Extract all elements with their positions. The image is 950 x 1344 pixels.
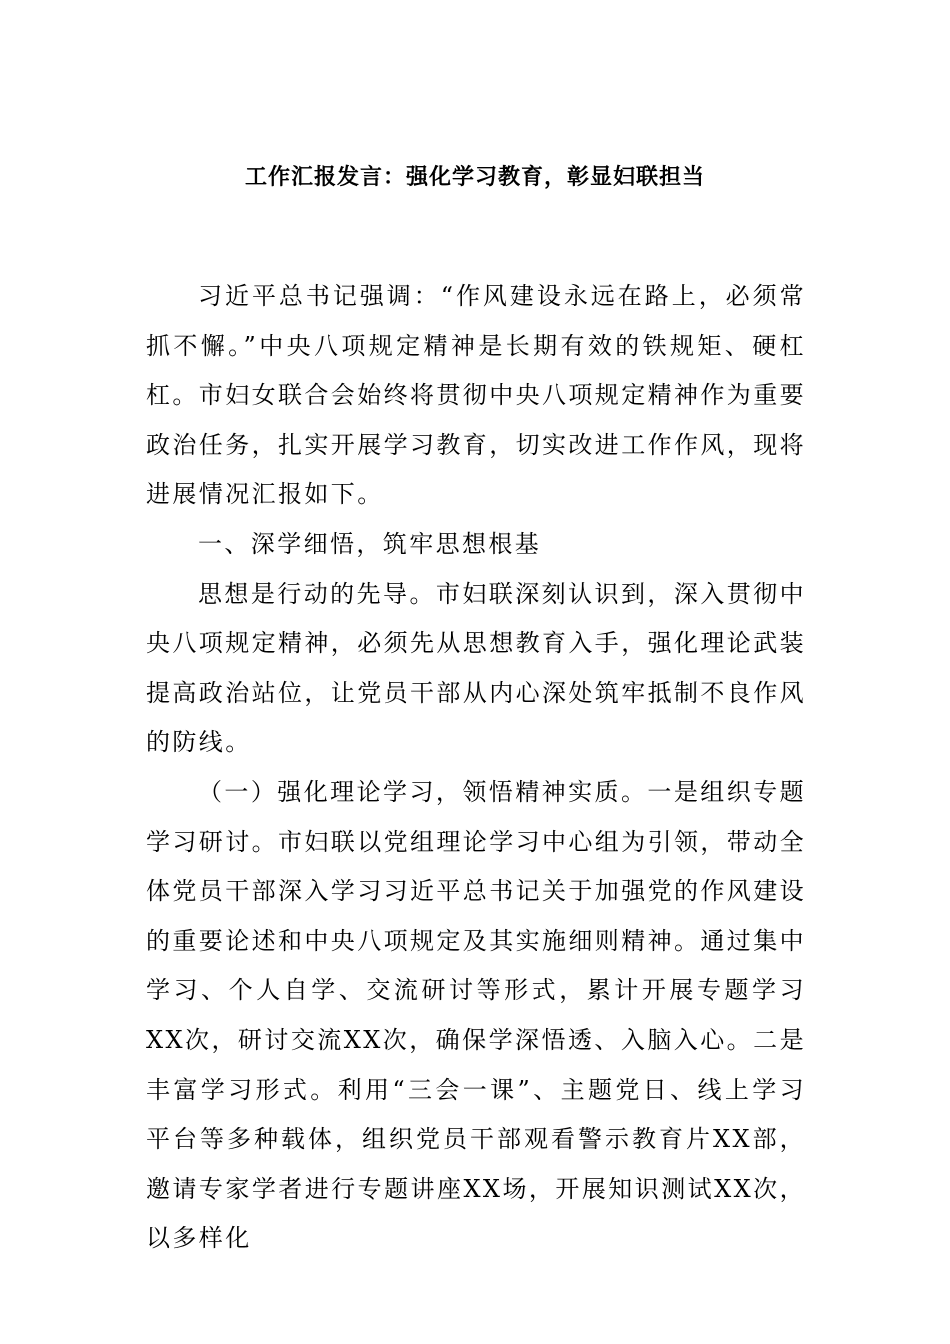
document-title: 工作汇报发言：强化学习教育，彰显妇联担当 [244,165,705,190]
intro-paragraph: 习近平总书记强调：“作风建设永远在路上，必须常抓不懈。”中央八项规定精神是长期有效的铁规矩、硬杠杠。市妇女联合会始终将贯彻中央八项规定精神作为重要政治任务，扎实开展学习教育，切实改进工作作风，现将进展情况汇报如下。 [146,282,806,509]
section-paragraph: 思想是行动的先导。市妇联深刻认识到，深入贯彻中央八项规定精神，必须先从思想教育入手，强化理论武装提高政治站位，让党员干部从内心深处筑牢抵制不良作风的防线。 [146,579,806,757]
document-body [146,272,806,1264]
subsection-paragraph: （一）强化理论学习，领悟精神实质。一是组织专题学习研讨。市妇联以党组理论学习中心组为引领，带动全体党员干部深入学习习近平总书记关于加强党的作风建设的重要论述和中央八项规定及其实施细则精神。通过集中学习、个人自学、交流研讨等形式，累计开展专题学习XX次，研讨交流XX次，确保学深悟透、入脑入心。二是丰富学习形式。利用“三会一课”、主题党日、线上学习平台等多种载体，组织党员干部观看警示教育片XX部，邀请专家学者进行专题讲座XX场，开展知识测试XX次，以多样化 [146,777,806,1253]
section-heading: 一、深学细悟，筑牢思想根基 [198,529,542,558]
